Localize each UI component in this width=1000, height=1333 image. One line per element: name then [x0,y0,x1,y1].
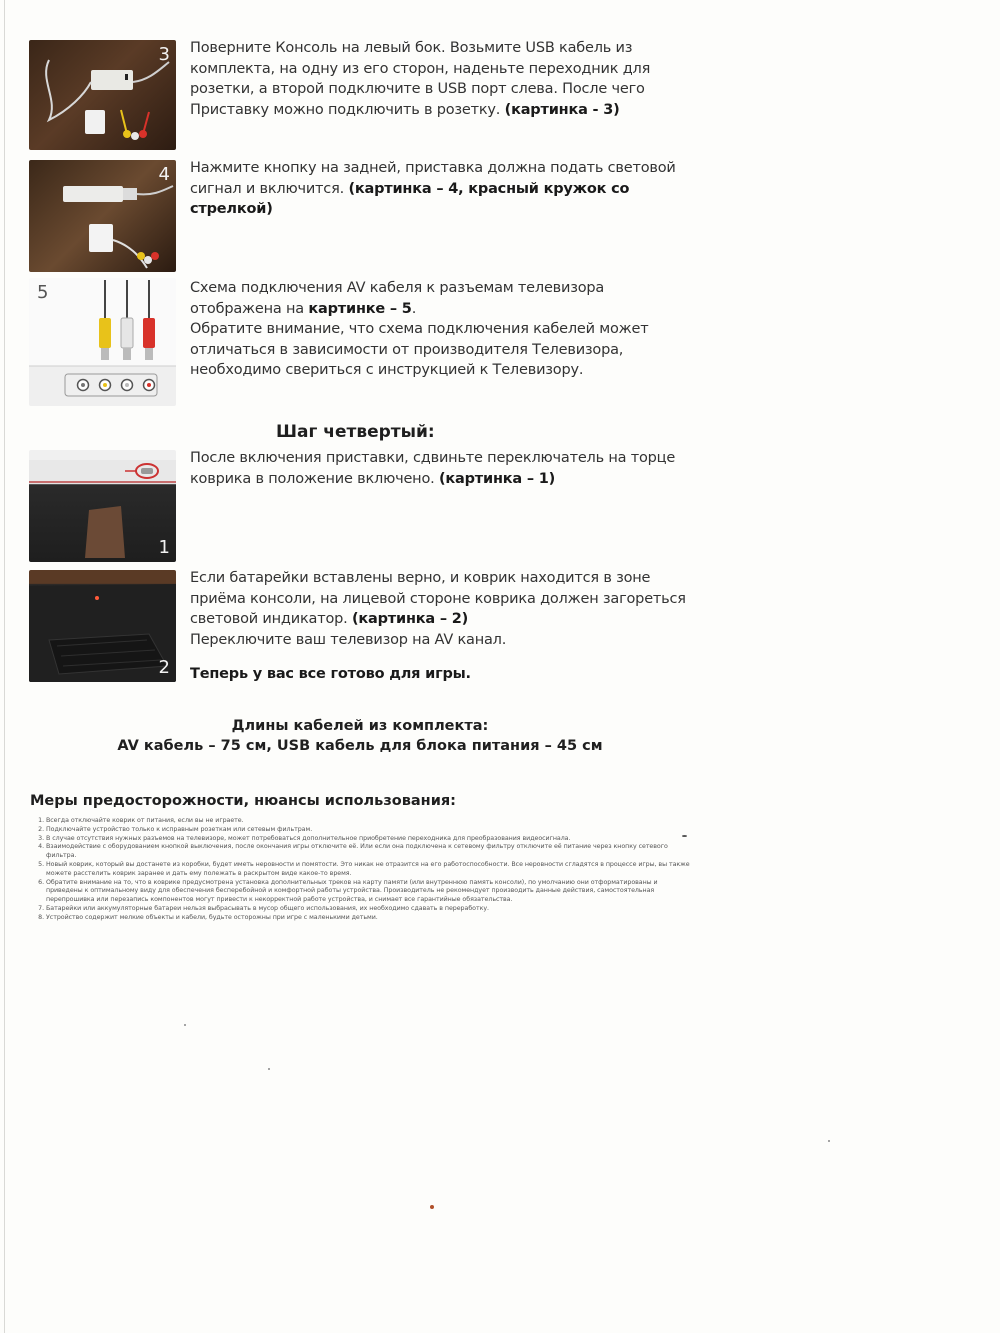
caution-item: 8. Устройство содержит мелкие объекты и кабели, будьте осторожны при игре с маленькими детьми. [46,914,690,923]
photo-number: 4 [158,164,170,185]
caution-item: 1. Всегда отключайте коврик от питания, если вы не играете. [46,817,690,826]
photo-number: 5 [37,282,49,303]
console-button-photo-icon [29,160,176,272]
instruction-ref: картинке – 5 [308,300,412,317]
caution-item: 3. В случае отсутствия нужных разъемов на телевизоре, может потребоваться дополнительное приобретение переходника для преобразования видеосигнала. [46,835,690,844]
cable-lengths-values: AV кабель – 75 см, USB кабель для блока питания – 45 см [117,738,603,754]
photo-number: 3 [158,44,170,65]
photo-number: 2 [158,657,170,678]
instruction-block-switch [190,448,690,489]
scan-speck [828,1140,830,1142]
cable-lengths-title: Длины кабелей из комплекта: [231,718,489,734]
caution-item: 4. Взаимодействие с оборудованием кнопкой выключения, после окончания игры отключите её. Или если она подключена к сетевому фильтру отключите её питание через кнопку сетевого фильтра. [46,843,690,861]
instruction-block-av [190,278,690,381]
instruction-text: Схема подключения AV кабеля к разъемам телевизора отображена на [190,280,605,317]
caution-item: 6. Обратите внимание на то, что в коврике предусмотрена установка дополнительных треков на карту памяти (или внутреннюю память консоли), по умолчанию они отформатированы и приведены к оптимальному виду для обеспечения бесперебойной и комфортной работы устройства. Производитель не рекомендует производить данные действия, самостоятельная перепрошивка или перезапись компонентов могут привести к некорректной работе устройства, и снимает все гарантийные обязательства. [46,879,690,905]
caution-item: 5. Новый коврик, который вы достанете из коробки, будет иметь неровности и помятости. Это никак не отразится на его работоспособности. Все неровности сгладятся в процессе игры, вы также можете расстелить коврик заранее и дать ему полежать в раскрытом виде какое-то время. [46,861,690,879]
instruction-text: Переключите ваш телевизор на AV канал. [190,631,507,648]
instruction-text: . [411,300,417,317]
instruction-ref: (картинка – 1) [438,470,556,487]
photo-console-button [29,160,176,272]
step-four-title: Шаг четвертый: [276,422,435,442]
instruction-ref: (картинка - 3) [504,101,620,118]
caution-item: 2. Подключайте устройство только к исправным розеткам или сетевым фильтрам. [46,826,690,835]
caution-list [30,817,690,923]
scan-speck [268,1068,270,1070]
scan-speck [430,1205,434,1209]
scan-speck [184,1024,186,1026]
scan-edge [4,0,5,1333]
instruction-ref: (картинка – 4, красный кружок со стрелкой) [190,180,630,217]
scan-speck [682,835,687,837]
photo-number: 1 [158,537,170,558]
diagram-av-cable [29,278,176,406]
instruction-text: После включения приставки, сдвиньте переключатель на торце коврика в положение включено. [190,450,676,487]
mat-indicator-photo-icon [29,570,176,682]
instruction-block-indicator [190,568,690,650]
instruction-text: Если батарейки вставлены верно, и коврик находится в зоне приёма консоли, на лицевой стороне коврика должен загореться световой индикатор. [190,570,686,627]
instruction-note: Обратите внимание, что схема подключения кабелей может отличаться в зависимости от производителя Телевизора, необходимо свериться с инструкцией к Телевизору. [190,321,649,378]
instruction-ref: (картинка – 2) [351,611,469,627]
console-usb-photo-icon [29,40,176,150]
caution-item: 7. Батарейки или аккумуляторные батареи нельзя выбрасывать в мусор общего использования, их необходимо сдавать в переработку. [46,905,690,914]
instruction-text: Поверните Консоль на левый бок. Возьмите USB кабель из комплекта, на одну из его сторон, наденьте переходник для розетки, а второй подключите в USB порт слева. После чего Приставку можно подключить в розетку. [190,40,651,118]
photo-mat-indicator [29,570,176,682]
ready-message: Теперь у вас все готово для игры. [190,666,471,682]
instruction-block-usb [190,38,690,120]
mat-switch-photo-icon [29,450,176,562]
photo-mat-switch [29,450,176,562]
instruction-block-power [190,158,690,220]
photo-console-usb [29,40,176,150]
instruction-text: Нажмите кнопку на задней, приставка должна подать световой сигнал и включится. [190,160,676,197]
caution-title: Меры предосторожности, нюансы использования: [30,793,456,809]
av-cable-diagram-icon [29,278,176,406]
